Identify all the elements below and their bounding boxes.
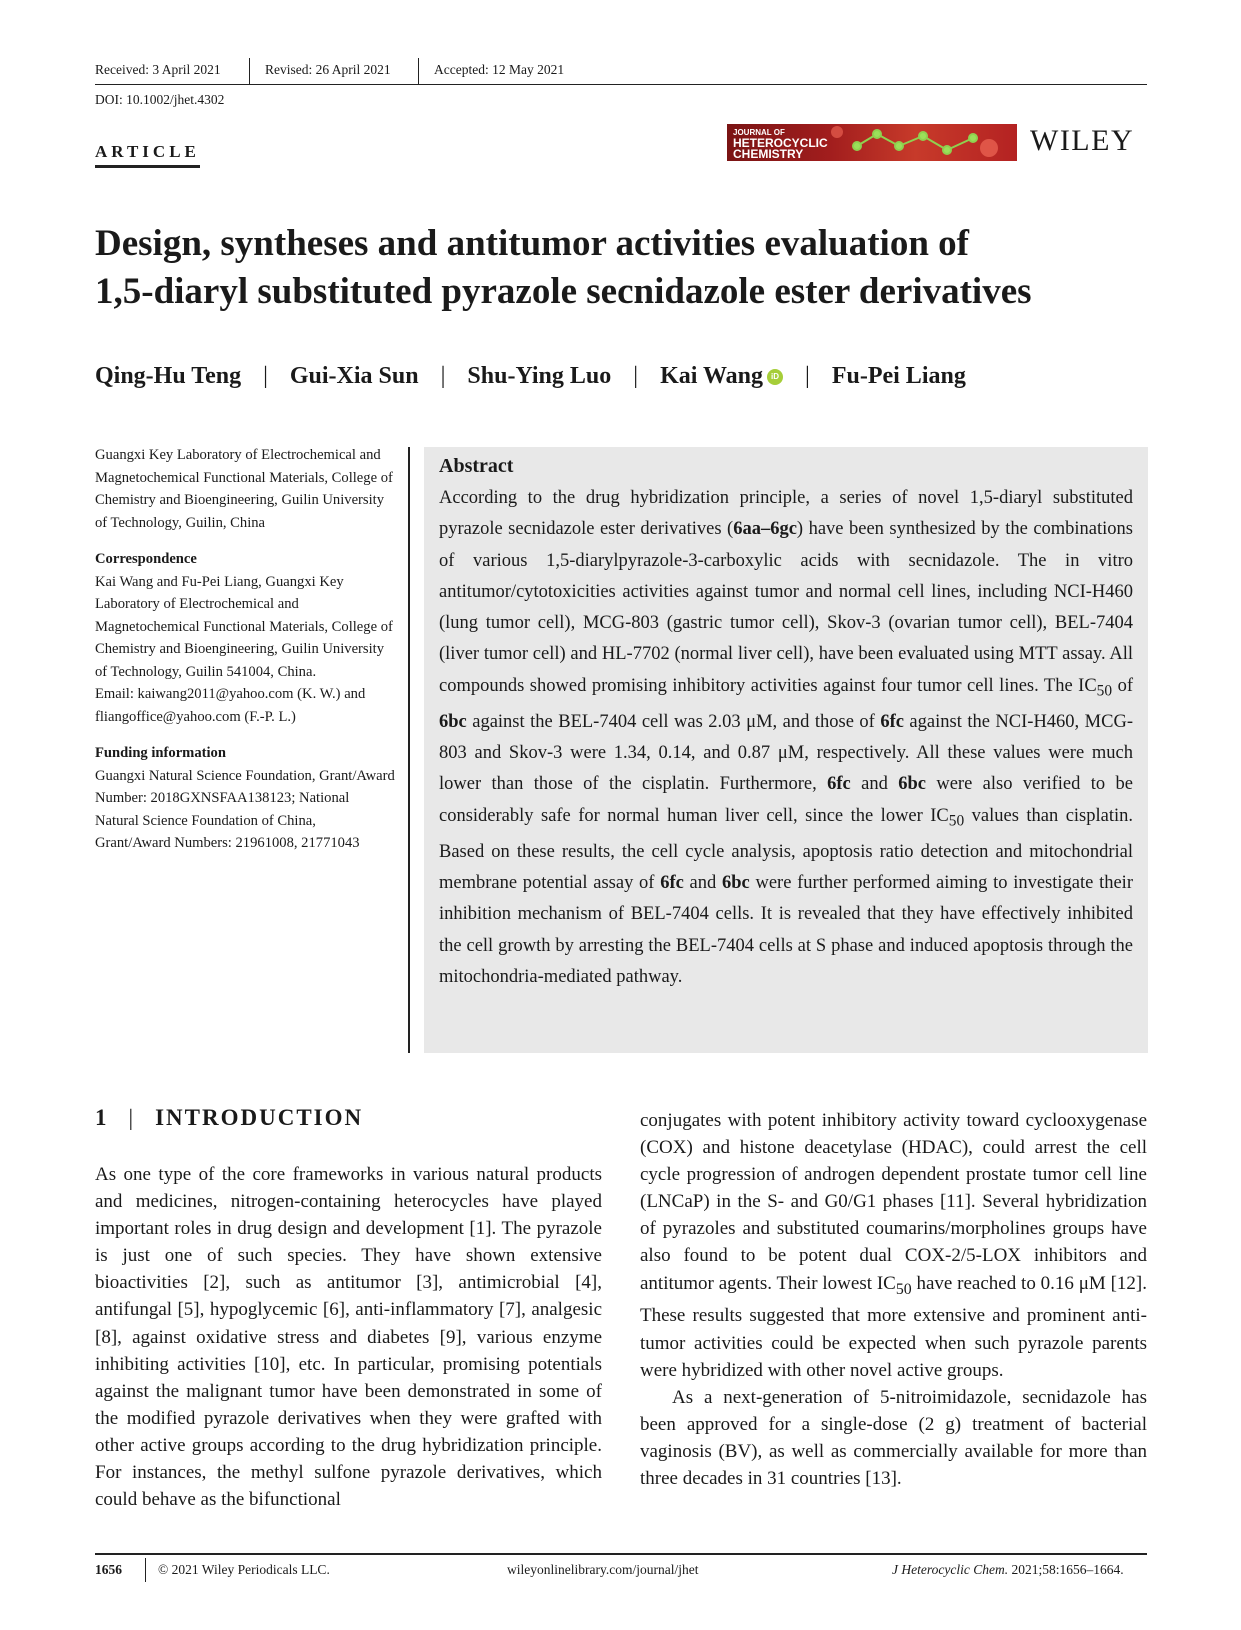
intro-paragraph-continued: conjugates with potent inhibitory activity toward cyclooxygenase (COX) and histone deacetylase (HDAC), could arrest the cell cycle progression of androgen dependent prostate tumor cell line (LNCaP) in the S- and G0/G1 phases [11]. Several hybridization of pyrazoles and substituted coumarins/morpholines groups have also found to be potent dual COX-2/5-LOX inhibitors and antitumor agents. Their lowest $IC_{50}$ have reached to 0.16 μM [12]. These results suggested that more extensive and prominent anti-tumor activities could be expected when such pyrazole parents were hybridized with other novel active groups.: [640, 1110, 1147, 1381]
author-name[interactable]: Kai Wang: [660, 363, 764, 389]
abstract-divider: [408, 447, 410, 1053]
correspondence-email[interactable]: Email: kaiwang2011@yahoo.com (K. W.) and fliangoffice@yahoo.com (F.-P. L.): [95, 686, 366, 725]
author-name[interactable]: Qing-Hu Teng: [95, 363, 242, 389]
orcid-icon[interactable]: iD: [767, 369, 783, 385]
received-date: Received: 3 April 2021: [95, 62, 221, 77]
citation: J Heterocyclic Chem. 2021;58:1656–1664.: [892, 1562, 1124, 1577]
correspondence-heading: Correspondence: [95, 551, 197, 567]
revised-date: Revised: 26 April 2021: [265, 62, 391, 77]
author-name[interactable]: Fu-Pei Liang: [831, 363, 966, 389]
journal-logo[interactable]: [727, 124, 1017, 161]
correspondence-text: Kai Wang and Fu-Pei Liang, Guangxi Key Laboratory of Electrochemical and Magnetochemical Functional Materials, College of Chemistry and Bioengineering, Guilin University of Technology, Guilin 541004, China.: [95, 573, 393, 680]
journal-logo-text: JOURNAL OF HETEROCYCLIC CHEMISTRY: [733, 128, 828, 161]
journal-url[interactable]: wileyonlinelibrary.com/journal/jhet: [507, 1562, 699, 1577]
author-list: Qing-Hu Teng | Gui-Xia Sun | Shu-Ying Luo | Kai Wang iD | Fu-Pei Liang: [95, 363, 966, 389]
date-divider: [418, 58, 419, 84]
footer-divider: [145, 1558, 146, 1582]
abstract-text: According to the drug hybridization principle, a series of novel 1,5-diaryl substituted pyrazole secnidazole ester derivatives (6aa–6gc) have been synthesized by the combinations of various 1,5-diarylpyrazole-3-carboxylic acids with secnidazole. The in vitro antitumor/cytotoxicities activities against tumor and normal cell lines, including NCI-H460 (lung tumor cell), MCG-803 (gastric tumor cell), Skov-3 (ovarian tumor cell), BEL-7404 (liver tumor cell) and HL-7702 (normal liver cell), have been evaluated using MTT assay. All compounds showed promising inhibitory activities against four tumor cell lines. The $IC_{50}$ of 6bc against the BEL-7404 cell was 2.03 μM, and those of 6fc against the NCI-H460, MCG-803 and Skov-3 were 1.34, 0.14, and 0.87 μM, respectively. All these values were much lower than those of the cisplatin. Furthermore, 6fc and 6bc were also verified to be considerably safe for normal human liver cell, since the lower $IC_{50}$ values than cisplatin. Based on these results, the cell cycle analysis, apoptosis ratio detection and mitochondrial membrane potential assay of 6fc and 6bc were further performed aiming to investigate their inhibition mechanism of BEL-7404 cells. It is revealed that they have effectively inhibited the cell growth by arresting the BEL-7404 cells at S phase and induced apoptosis through the mitochondria-mediated pathway.: [439, 488, 1134, 987]
author-name[interactable]: Shu-Ying Luo: [467, 363, 612, 389]
article-type-label: ARTICLE: [95, 142, 200, 168]
affiliation: Guangxi Key Laboratory of Electrochemical and Magnetochemical Functional Materials, College of Chemistry and Bioengineering, Guilin University of Technology, Guilin, China: [95, 447, 393, 531]
accepted-date: Accepted: 12 May 2021: [434, 62, 565, 77]
copyright: © 2021 Wiley Periodicals LLC.: [158, 1562, 330, 1577]
author-name[interactable]: Gui-Xia Sun: [289, 363, 419, 389]
submission-dates-bar: [95, 62, 1147, 85]
page-number: 1656: [95, 1562, 122, 1577]
funding-text: Guangxi Natural Science Foundation, Grant/Award Number: 2018GXNSFAA138123; National Natural Science Foundation of China, Grant/Award Numbers: 21961008, 21771043: [95, 767, 395, 851]
footer-rule: [95, 1553, 1147, 1555]
intro-paragraph-secnidazole: As a next-generation of 5-nitroimidazole, secnidazole has been approved for a single-dose (2 g) treatment of bacterial vaginosis (BV), as well as commercially available for more than three decades in 31 countries [13].: [640, 1386, 1147, 1490]
sidebar-info: [95, 444, 395, 855]
section-heading-introduction: 1 | INTRODUCTION: [95, 1105, 364, 1130]
date-divider: [249, 58, 250, 84]
intro-column-right: [640, 1107, 1147, 1492]
intro-paragraph-left: As one type of the core frameworks in various natural products and medicines, nitrogen-containing heterocycles have played important roles in drug design and development [1]. The pyrazole is just one of such species. They have shown extensive bioactivities [2], such as antitumor [3], antimicrobial [4], antifungal [5], hypoglycemic [6], anti-inflammatory [7], analgesic [8], against oxidative stress and diabetes [9], various enzyme inhibiting activities [10], etc. In particular, promising potentials against the malignant tumor have been demonstrated in some of the modified pyrazole derivatives when they were grafted with other active groups according to the drug hybridization principle. For instances, the methyl sulfone pyrazole derivatives, which could behave as the bifunctional: [95, 1164, 602, 1511]
abstract-heading: Abstract: [439, 455, 514, 477]
doi[interactable]: DOI: 10.1002/jhet.4302: [95, 92, 225, 107]
funding-heading: Funding information: [95, 745, 226, 761]
publisher-logo[interactable]: WILEY: [1030, 124, 1135, 157]
article-title: Design, syntheses and antitumor activities evaluation of 1,5-diaryl substituted pyrazole secnidazole ester derivatives: [95, 223, 1032, 312]
